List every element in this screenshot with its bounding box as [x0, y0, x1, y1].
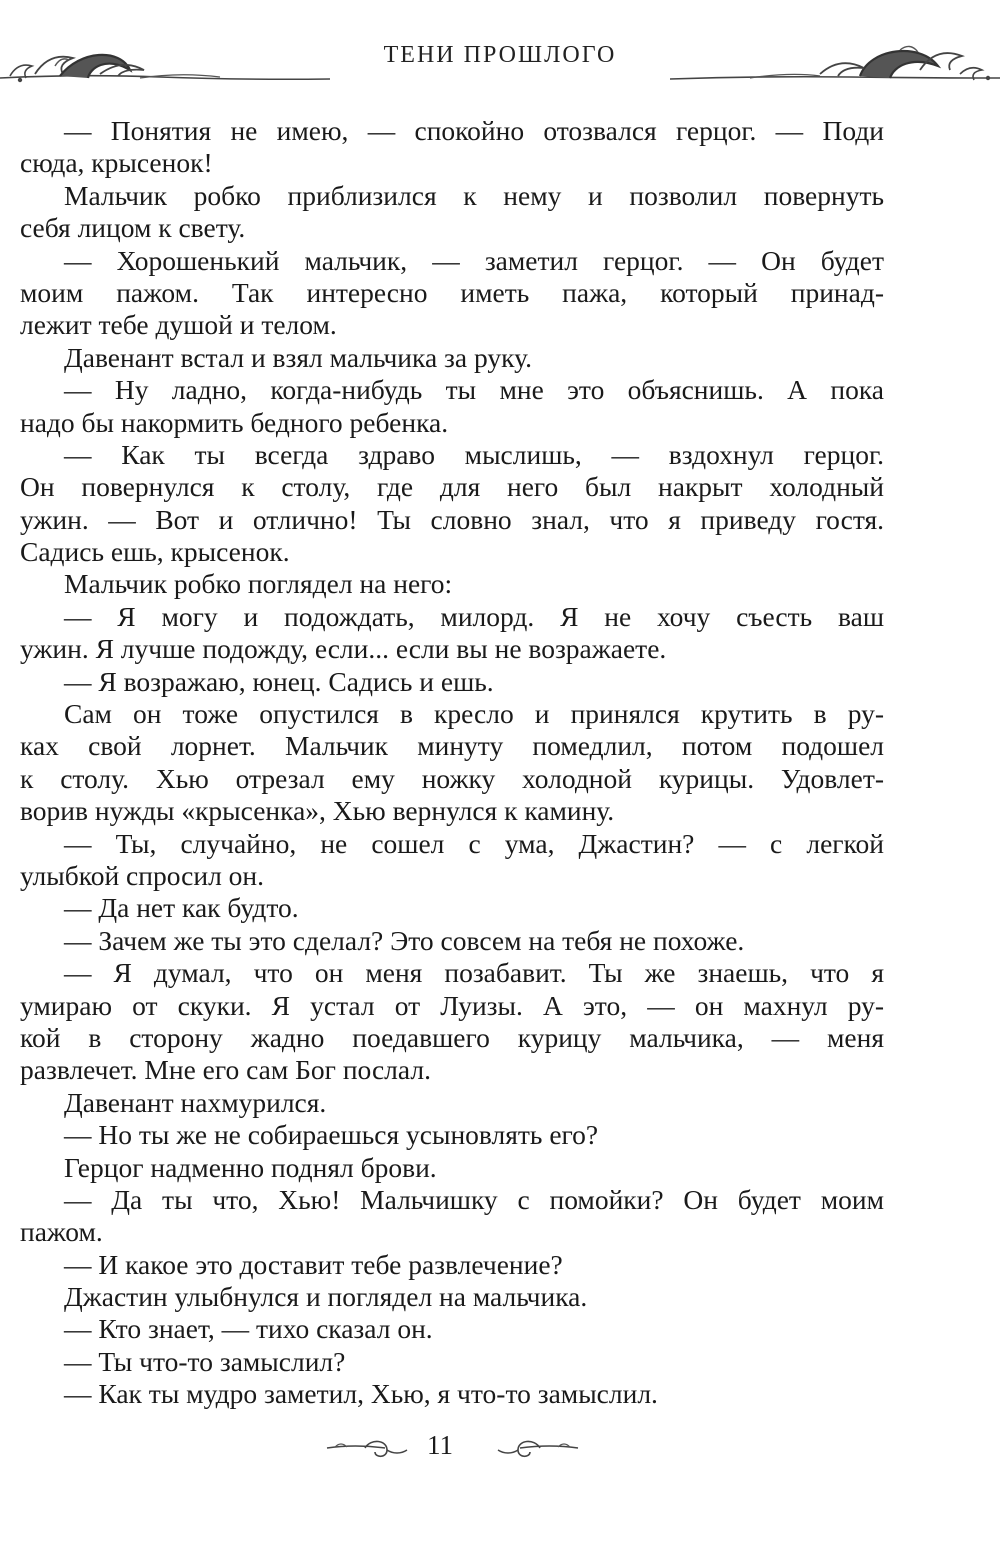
text-line: надо бы накормить бедного ребенка. [20, 406, 449, 438]
text-line: Герцог надменно поднял брови. [64, 1151, 437, 1183]
text-line: — Да ты что, Хью! Мальчишку с помойки? Он будет моим [64, 1183, 884, 1215]
running-header-title: ТЕНИ ПРОШЛОГО [383, 42, 617, 68]
text-line: Он повернулся к столу, где для него был накрыт холодный [20, 471, 884, 503]
text-line: — Ты что-то замыслил? [64, 1345, 346, 1377]
text-line: — Я возражаю, юнец. Садись и ешь. [64, 665, 494, 697]
text-line: кой в сторону жадно поедавшего курицу мальчика, — меня [20, 1021, 884, 1053]
text-line: Давенант нахмурился. [64, 1086, 327, 1118]
text-line: — Зачем же ты это сделал? Это совсем на тебя не похоже. [64, 924, 745, 956]
text-line: Сам он тоже опустился в кресло и принялся крутить в ру- [64, 698, 884, 730]
text-line: себя лицом к свету. [20, 212, 246, 244]
text-line: развлечет. Мне его сам Бог послал. [20, 1054, 431, 1086]
text-line: улыбкой спросил он. [20, 859, 265, 891]
text-line: ужин. Я лучше подожду, если... если вы не возражаете. [20, 633, 667, 665]
text-line: ворив нужды «крысенка», Хью вернулся к камину. [20, 795, 615, 827]
text-line: — Я могу и подождать, милорд. Я не хочу съесть ваш [64, 600, 884, 632]
page-number: 11 [427, 1430, 453, 1460]
text-line: пажом. [20, 1216, 103, 1248]
text-line: — Ну ладно, когда-нибудь ты мне это объяснишь. А пока [64, 374, 884, 406]
text-line: — Хорошенький мальчик, — заметил герцог. — Он будет [64, 244, 884, 276]
text-line: — Понятия не имею, — спокойно отозвался герцог. — Поди [64, 115, 884, 146]
text-line: сюда, крысенок! [20, 147, 213, 179]
text-line: — Как ты мудро заметил, Хью, я что-то замыслил. [64, 1378, 658, 1410]
text-line: — Как ты всегда здраво мыслишь, — вздохнул герцог. [64, 438, 884, 470]
text-line: — Кто знает, — тихо сказал он. [64, 1313, 433, 1345]
text-line: Джастин улыбнулся и поглядел на мальчика. [64, 1281, 588, 1313]
text-line: лежит тебе душой и телом. [20, 309, 337, 341]
text-line: моим пажом. Так интересно иметь пажа, который принад- [20, 276, 884, 308]
flourish-ornament-right-icon [670, 30, 1000, 90]
text-line: ужин. — Вот и отлично! Ты словно знал, что я приведу гостя. [20, 503, 884, 535]
text-line: ках свой лорнет. Мальчик минуту помедлил, потом подошел [20, 730, 884, 762]
body-text [20, 115, 884, 1411]
running-header [0, 30, 1000, 100]
text-line: Давенант встал и взял мальчика за руку. [64, 341, 532, 373]
text-line: умираю от скуки. Я устал от Луизы. А это, — он махнул ру- [20, 989, 884, 1021]
text-line: Садись ешь, крысенок. [20, 536, 290, 568]
text-line: Мальчик робко приблизился к нему и позволил повернуть [64, 179, 884, 211]
page-footer [0, 1428, 1000, 1468]
text-line: — Я думал, что он меня позабавит. Ты же знаешь, что я [64, 957, 884, 989]
text-line: — Да нет как будто. [64, 892, 299, 924]
text-line: — Но ты же не собираешься усыновлять его? [64, 1119, 599, 1151]
text-line: — И какое это доставит тебе развлечение? [64, 1248, 563, 1280]
text-line: к столу. Хью отрезал ему ножку холодной курицы. Удовлет- [20, 762, 884, 794]
text-line: Мальчик робко поглядел на него: [64, 568, 453, 600]
text-line: — Ты, случайно, не сошел с ума, Джастин? — с легкой [64, 827, 884, 859]
swirl-ornament-right-icon [490, 1436, 580, 1462]
